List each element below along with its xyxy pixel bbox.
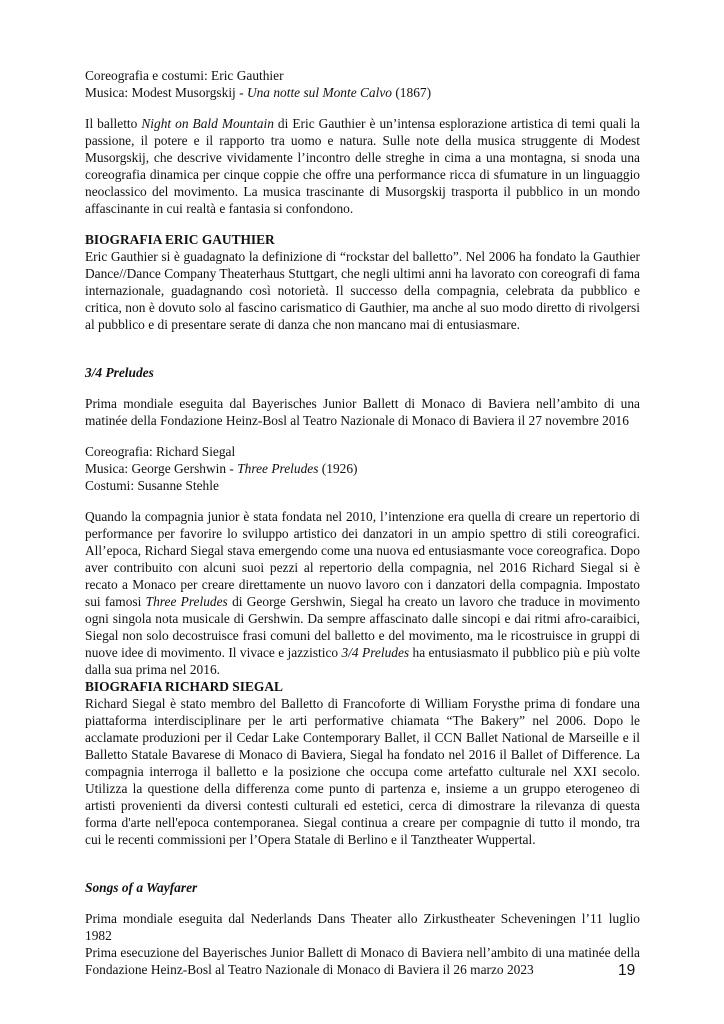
biography-heading: BIOGRAFIA RICHARD SIEGAL: [85, 679, 283, 694]
credit-music: Musica: Modest Musorgskij - Una notte sul Monte Calvo (1867): [85, 85, 432, 100]
credit-costumes: Costumi: Susanne Stehle: [85, 478, 219, 493]
credit-choreography: Coreografia e costumi: Eric Gauthier: [85, 68, 284, 83]
page-number: 19: [618, 962, 636, 979]
biography-heading: BIOGRAFIA ERIC GAUTHIER: [85, 232, 275, 247]
section-title: Songs of a Wayfarer: [85, 880, 198, 895]
section-title: 3/4 Preludes: [85, 365, 154, 380]
description-paragraph: Il balletto Night on Bald Mountain di Eric Gauthier è un’intensa esplorazione artistica di temi quali la passione, il potere e il rapporto tra uomo e natura. Sulle note della musica struggente di Modest Musorgskij, che descrive vividamente l’incontro delle streghe in cima a una montagna, si snoda una coreografia dinamica per cinque coppie che offre una performance ricca di sfumature in un linguaggio neoclassico del movimento. La musica trascinante di Musorgskij trasporta il pubblico in un mondo affascinante in cui realtà e fantasia si confondono.: [85, 116, 640, 216]
biography-text: Richard Siegal è stato membro del Balletto di Francoforte di William Forysthe prima di fondare una piattaforma interdisciplinare per le arti performative chiamata “The Bakery” nel 2006. Dopo le acclamate produzioni per il Cedar Lake Contemporary Ballet, il CCN Ballet National de Marseille e il Balletto Statale Bavarese di Monaco di Baviera, Siegal ha fondato nel 2016 il Ballet of Difference. La compagnia interroga il balletto e la posizione che occupa come artefatto culturale nel XXI secolo. Utilizza la questione della differenza come punto di partenza e, insieme a un gruppo eterogeneo di artisti provenienti da diversi contesti culturali ed estetici, cerca di dimostrare la rilevanza di questa forma d'arte nell'epoca contemporanea. Siegal continua a creare per compagnie di tutto il mondo, tra cui le recenti commissioni per l’Opera Statale di Berlino e il Tanztheater Wuppertal.: [85, 696, 640, 847]
credit-choreography: Coreografia: Richard Siegal: [85, 444, 236, 459]
biography-text: Eric Gauthier si è guadagnato la definizione di “rockstar del balletto”. Nel 2006 ha fondato la Gauthier Dance//Dance Company Theaterhaus Stuttgart, che negli ultimi anni ha lavorato con coreografi di fama internazionale, guadagnando così notorietà. Il successo della compagnia, celebrata da pubblico e critica, non è dovuto solo al fascino carismatico di Gauthier, ma anche al suo modo diretto di rivolgersi al pubblico e di presentare serate di danza che non mancano mai di entusiasmare.: [85, 249, 640, 332]
premiere-info: Prima mondiale eseguita dal Bayerisches Junior Ballett di Monaco di Baviera nell’ambito di una matinée della Fondazione Heinz-Bosl al Teatro Nazionale di Monaco di Baviera il 27 novembre 2016: [85, 396, 640, 428]
premiere-info: Prima esecuzione del Bayerisches Junior Ballett di Monaco di Baviera nell’ambito di una matinée della Fondazione Heinz-Bosl al Teatro Nazionale di Monaco di Baviera il 26 marzo 2023: [85, 945, 640, 977]
description-paragraph: Quando la compagnia junior è stata fondata nel 2010, l’intenzione era quella di creare un repertorio di performance per favorire lo sviluppo artistico dei danzatori in un ampio spettro di stili coreografici. All’epoca, Richard Siegal stava emergendo come una nuova ed entusiasmante voce coreografica. Dopo aver contribuito con alcuni suoi pezzi al repertorio della compagnia, nel 2016 Richard Siegal si è recato a Monaco per creare direttamente un nuovo lavoro con i danzatori della compagnia. Impostato sui famosi Three Preludes di George Gershwin, Siegal ha creato un lavoro che traduce in movimento ogni singola nota musicale di Gershwin. Da sempre affascinato dalle sincopi e dai ritmi afro-caraibici, Siegal non solo decostruisce frasi comuni del balletto e del movimento, ma le ricostruisce in gruppi di nuove idee di movimento. Il vivace e jazzistico 3/4 Preludes ha entusiasmato il pubblico più e più volte dalla sua prima nel 2016.: [85, 509, 641, 677]
credit-music: Musica: George Gershwin - Three Preludes (1926): [85, 461, 358, 476]
document-page: [85, 67, 640, 978]
premiere-info: Prima mondiale eseguita dal Nederlands Dans Theater allo Zirkustheater Scheveningen l’11 luglio 1982: [85, 911, 640, 943]
